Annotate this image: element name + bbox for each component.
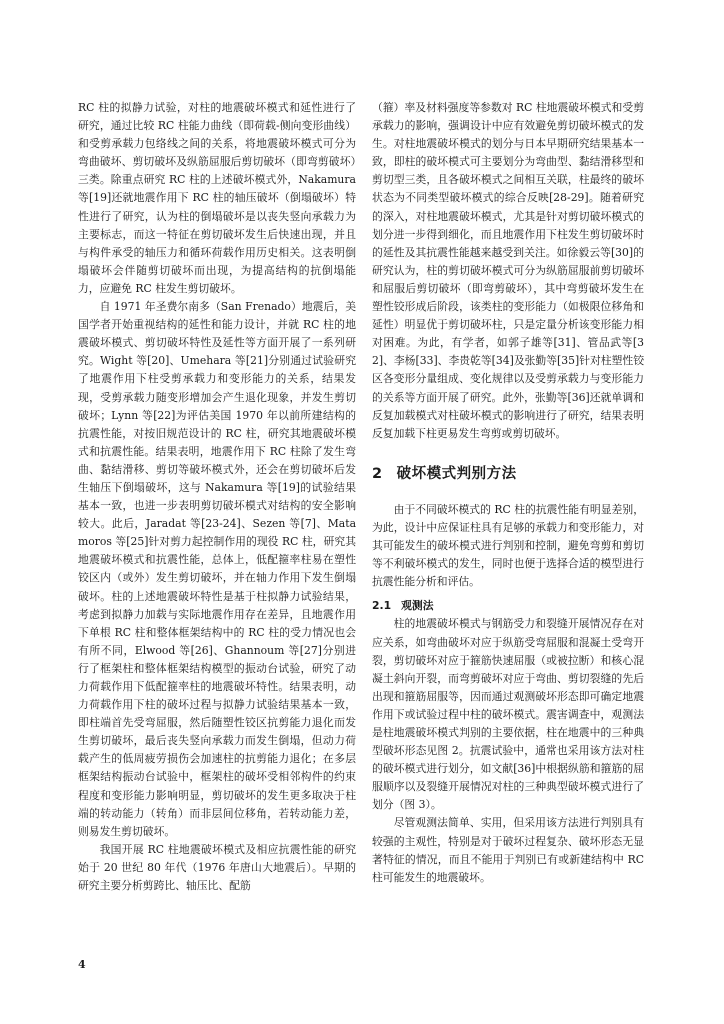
section-heading (372, 465, 644, 483)
subsection-paragraph-1: 柱的地震破坏模式与钢筋受力和裂缝开展情况存在对应关系，如弯曲破坏对应于纵筋受弯屈服和混凝土受弯开裂，剪切破坏对应于箍筋快速屈服（或被拉断）和核心混凝土斜向开裂，而弯剪破坏对应于弯曲、剪切裂缝的先后出现和箍筋屈服等，因而通过观测破坏形态即可确定地震作用下或试验过程中柱的破坏模式。震害调查中，观测法是柱地震破坏模式判别的主要依据，柱在地震中的三种典型破坏形态见图 2。抗震试验中，通常也采用该方法对柱的破坏模式进行划分，如文献[36]中根据纵筋和箍筋的屈服顺序以及裂缝开展情况对柱的三种典型破坏模式进行了划分（图 3）。 (372, 617, 644, 812)
right-column (372, 99, 644, 887)
subsection-paragraph-2: 尽管观测法简单、实用，但采用该方法进行判别具有较强的主观性，特别是对于破坏过程复杂、破坏形态无显著特征的情况，而且不能用于判别已有或新建结构中 RC 柱可能发生的地震破坏。 (372, 816, 644, 884)
left-paragraph-3: 我国开展 RC 柱地震破坏模式及相应抗震性能的研究始于 20 世纪 80 年代（1976 年唐山大地震后）。早期的研究主要分析剪跨比、轴压比、配筋 (78, 842, 356, 893)
section-title: 破坏模式判别方法 (396, 465, 517, 482)
left-column (78, 99, 356, 895)
page-number: 4 (78, 958, 86, 971)
left-paragraph-1: RC 柱的拟静力试验，对柱的地震破坏模式和延性进行了研究，通过比较 RC 柱能力曲线（即荷载-侧向变形曲线）和受剪承载力包络线之间的关系，将地震破坏模式可分为弯曲破坏、剪切破坏及纵筋屈服后剪切破坏（即弯剪破坏）三类。除重点研究 RC 柱的上述破坏模式外，Nakamura 等[19]还就地震作用下 RC 柱的轴压破坏（倒塌破坏）特性进行了研究，认为柱的倒塌破坏是以丧失竖向承载力为主要标志，而这一特征在剪切破坏发生后快速出现，并且与构件承受的轴压力和循环荷载作用历史相关。这表明倒塌破坏会伴随剪切破坏而出现，为提高结构的抗倒塌能力，应避免 RC 柱发生剪切破坏。 (78, 101, 356, 295)
section-number: 2 (372, 465, 383, 482)
subsection-heading (372, 597, 644, 615)
subsection-number: 2.1 (372, 599, 392, 613)
section-intro: 由于不同破坏模式的 RC 柱的抗震性能有明显差别，为此，设计中应保证柱具有足够的承载力和变形能力，对其可能发生的破坏模式进行判别和控制，避免弯剪和剪切等不利破坏模式的发生，同时也便于选择合适的模型进行抗震性能分析和评估。 (372, 502, 644, 589)
right-paragraph-1: （箍）率及材料强度等参数对 RC 柱地震破坏模式和受剪承载力的影响，强调设计中应有效避免剪切破坏模式的发生。对柱地震破坏模式的划分与日本早期研究结果基本一致，即柱的破坏模式可主要划分为弯曲型、黏结滑移型和剪切型三类，且各破坏模式之间相互关联，柱最终的破坏状态为不同类型破坏模式的综合反映[28-29]。随着研究的深入，对柱地震破坏模式，尤其是针对剪切破坏模式的划分进一步得到细化，而且地震作用下柱发生剪切破坏时的延性及其抗震性能越来越受到关注。如徐毅云等[30]的研究认为，柱的剪切破坏模式可分为纵筋屈服前剪切破坏和屈服后剪切破坏（即弯剪破坏），其中弯剪破坏发生在塑性铰形成后阶段，该类柱的变形能力（如极限位移角和延性）明显优于剪切破坏柱，只是定量分析该变形能力相对困难。为此，有学者，如郭子雄等[31]、管品武等[32]、李杨[33]、李贵乾等[34]及张勤等[35]针对柱塑性铰区各变形分量组成、变化规律以及受剪承载力与变形能力的关系等方面开展了研究。此外，张勤等[36]还就单调和反复加载模式对柱破坏模式的影响进行了研究，结果表明反复加载下柱更易发生弯剪或剪切破坏。 (372, 101, 644, 440)
subsection-title: 观测法 (401, 599, 434, 613)
left-paragraph-2: 自 1971 年圣费尔南多（San Frenado）地震后，美国学者开始重视结构的延性和能力设计，并就 RC 柱的地震破坏模式、剪切破坏特性及延性等方面开展了一系列研究。Wight 等[20]、Umehara 等[21]分别通过试验研究了地震作用下柱受剪承载力和变形能力的关系，结果发现，受剪承载力随变形增加会产生退化现象，并发生剪切破坏；Lynn 等[22]为评估美国 1970 年以前所建结构的抗震性能，对按旧规范设计的 RC 柱，研究其地震破坏模式和抗震性能。结果表明，地震作用下 RC 柱除了发生弯曲、黏结滑移、剪切等破坏模式外，还会在剪切破坏后发生轴压下倒塌破坏，这与 Nakamura 等[19]的试验结果基本一致，也进一步表明剪切破坏模式对结构的安全影响较大。此后，Jaradat 等[23-24]、Sezen 等[7]、Matamoros 等[25]针对剪力起控制作用的现役 RC 柱，研究其地震破坏模式和抗震性能，总体上，低配箍率柱易在塑性铰区内（或外）发生剪切破坏，并在轴力作用下发生倒塌破坏。柱的上述地震破坏特性是基于柱拟静力试验结果，考虑到拟静力加载与实际地震作用存在差异，且地震作用下单根 RC 柱和整体框架结构中的 RC 柱的受力情况也会有所不同，Elwood 等[26]、Ghannoum 等[27]分别进行了框架柱和整体框架结构模型的振动台试验，研究了动力荷载作用下低配箍率柱的地震破坏特性。结果表明，动力荷载作用下柱的破坏过程与拟静力试验结果基本一致，即柱端首先受弯屈服，然后随塑性铰区抗剪能力退化而发生剪切破坏，最后丧失竖向承载力而发生倒塌，但动力荷载产生的低周疲劳损伤会加速柱的抗剪能力退化；在多层框架结构振动台试验中，框架柱的破坏受相邻构件的约束程度和变形能力影响明显，剪切破坏的发生更多取决于柱端的转动能力（转角）而非层间位移角，若转动能力差，则易发生剪切破坏。 (78, 300, 356, 838)
